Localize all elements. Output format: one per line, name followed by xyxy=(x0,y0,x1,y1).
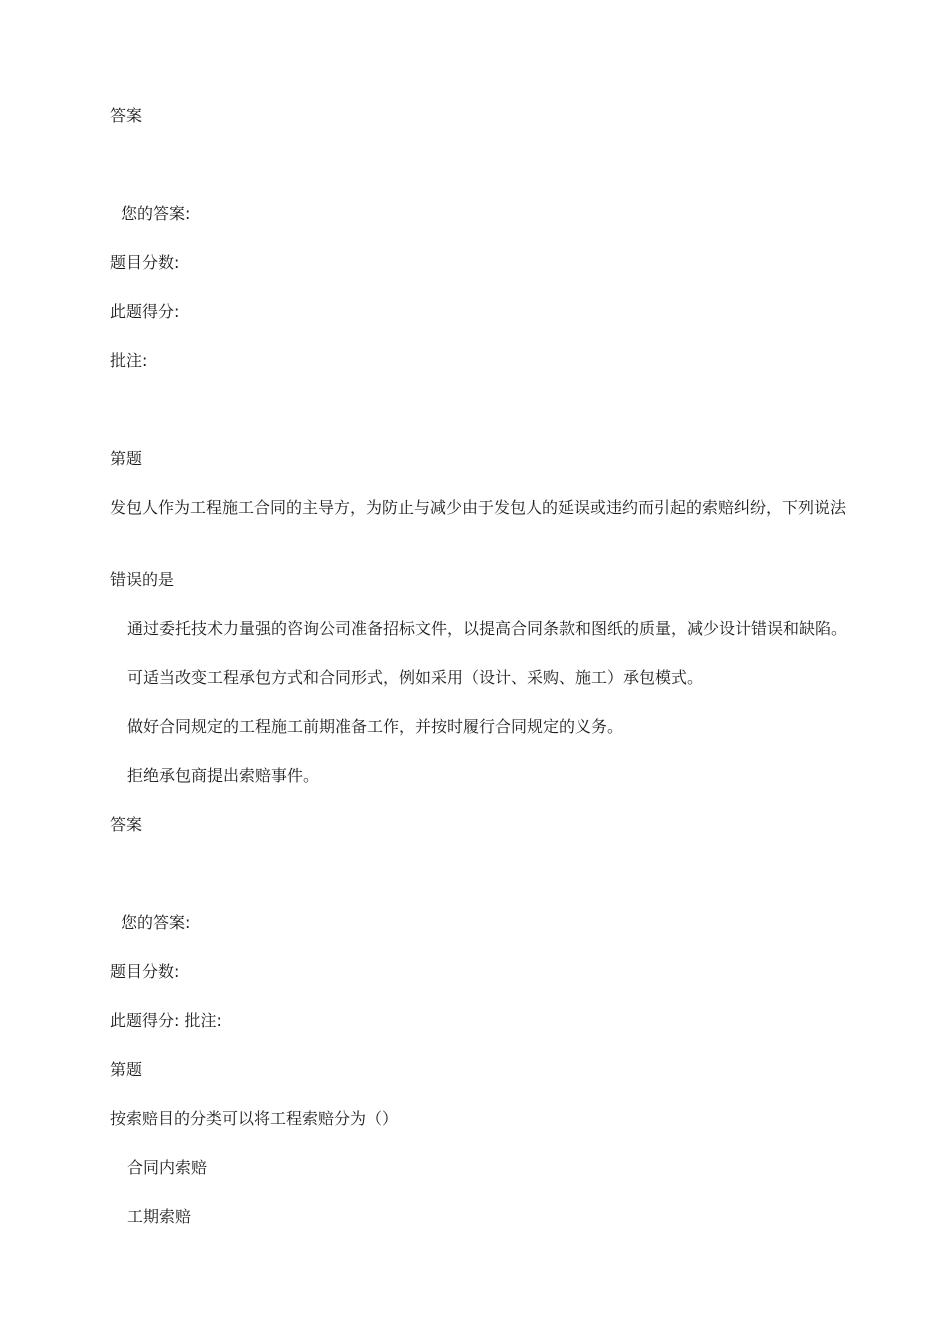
answer-heading: 答案 xyxy=(110,106,143,125)
question-score-label: 题目分数: xyxy=(110,253,180,272)
question-stem: 发包人作为工程施工合同的主导方，为防止与减少由于发包人的延误或违约而引起的索赔纠纷，下列说法 xyxy=(110,498,847,517)
option-a[interactable]: 合同内索赔 xyxy=(127,1158,208,1177)
option-a[interactable]: 通过委托技术力量强的咨询公司准备招标文件，以提高合同条款和图纸的质量，减少设计错误和缺陷。 xyxy=(127,619,848,638)
earned-score-comment-label: 此题得分: 批注: xyxy=(110,1011,222,1030)
answer-heading: 答案 xyxy=(110,815,143,834)
question-stem: 按索赔目的分类可以将工程索赔分为（） xyxy=(110,1109,399,1128)
comment-label: 批注: xyxy=(110,351,148,370)
earned-score-label: 此题得分: xyxy=(110,302,180,321)
option-d[interactable]: 拒绝承包商提出索赔事件。 xyxy=(127,766,320,785)
your-answer-label: 您的答案: xyxy=(121,204,191,223)
question-stem-continued: 错误的是 xyxy=(110,570,175,589)
option-c[interactable]: 做好合同规定的工程施工前期准备工作，并按时履行合同规定的义务。 xyxy=(127,717,624,736)
question-number-label: 第题 xyxy=(110,1060,143,1079)
your-answer-label: 您的答案: xyxy=(121,913,191,932)
option-b[interactable]: 可适当改变工程承包方式和合同形式，例如采用（设计、采购、施工）承包模式。 xyxy=(127,668,704,687)
question-score-label: 题目分数: xyxy=(110,962,180,981)
option-b[interactable]: 工期索赔 xyxy=(127,1207,192,1226)
question-number-label: 第题 xyxy=(110,449,143,468)
